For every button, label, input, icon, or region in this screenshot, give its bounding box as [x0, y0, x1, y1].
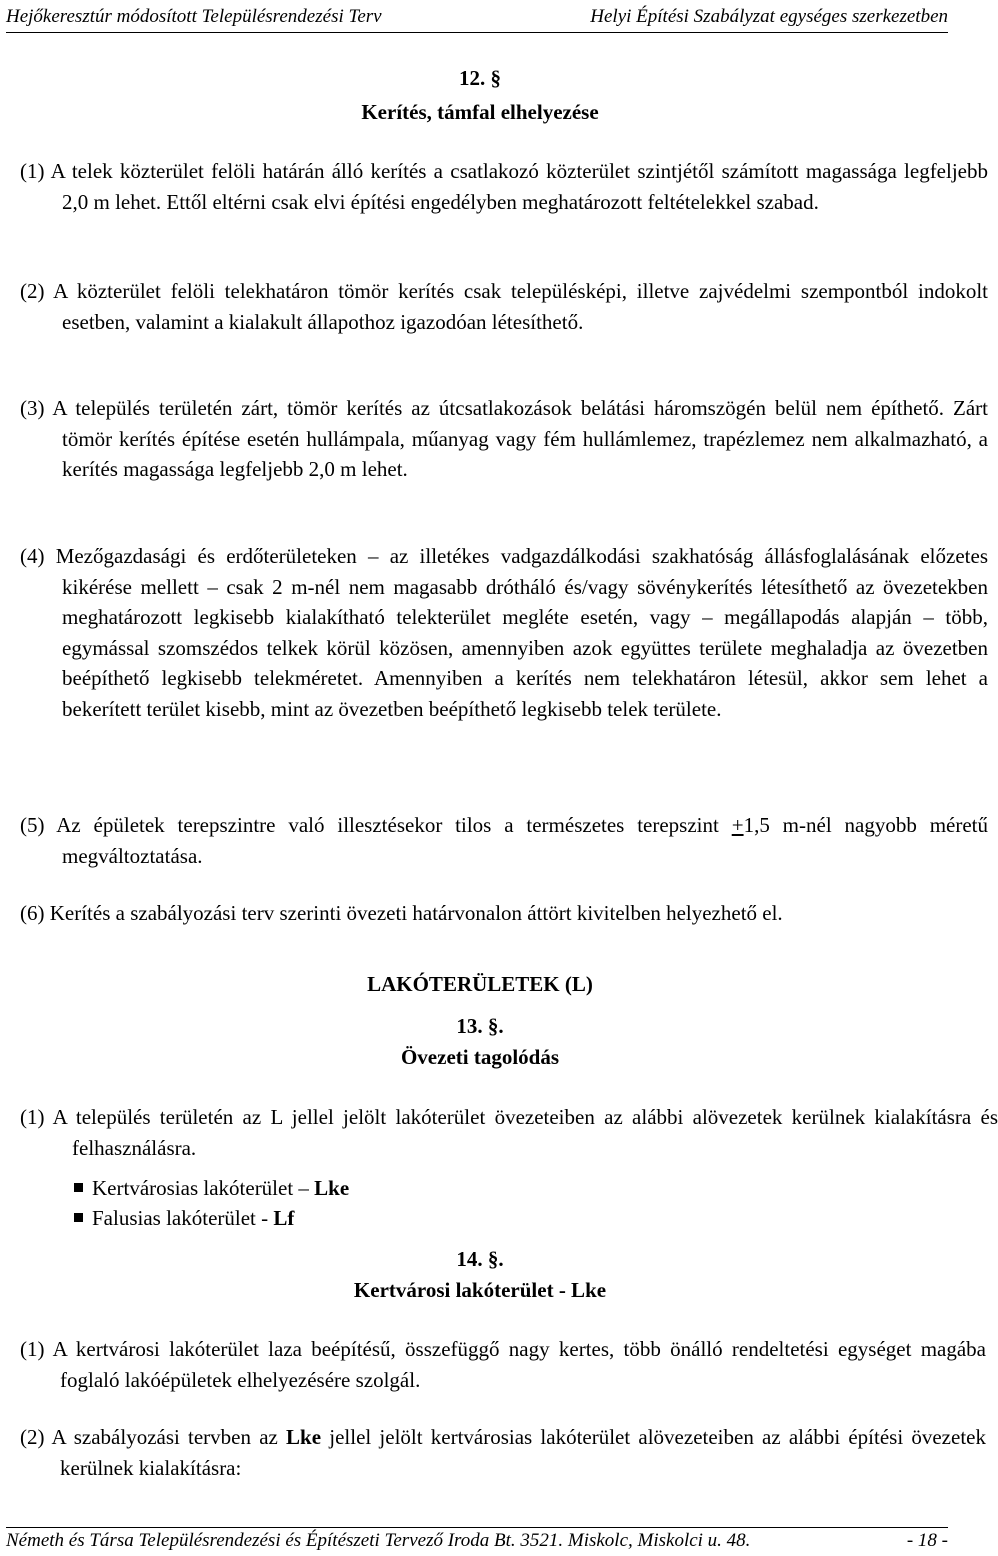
page-header: [6, 4, 948, 33]
section-12-paragraph-3: (3) A település területén zárt, tömör kerítés az útcsatlakozások belátási háromszögén belül nem építhető. Zárt tömör kerítés építése esetén hullámpala, műanyag vagy fém hullámlemez, trapézlemez nem alkalmazható, a kerítés magassága legfeljebb 2,0 m lehet.: [20, 396, 988, 481]
list-item-falusias: [74, 1203, 294, 1233]
section-12-title: Kerítés, támfal elhelyezése: [361, 100, 599, 124]
list-item-code: Lke: [314, 1176, 350, 1200]
header-document-subtitle: Helyi Építési Szabályzat egységes szerkezetben: [590, 6, 948, 27]
section-12-number: 12. §: [459, 66, 501, 90]
list-item-kertvarosias: [74, 1173, 349, 1203]
section-12-paragraph-4: (4) Mezőgazdasági és erdőterületeken – az illetékes vadgazdálkodási szakhatóság állásfoglalásának előzetes kikérése mellett – csak 2 m-nél nem magasabb drótháló és/vagy sövénykerítés létesíthető az övezetekben meghatározott legkisebb kialakítható telekterület megléte esetén, vagy – megállapodás alapján – több, egymással szomszédos telkek körül közösen, amennyiben azok együttes területe meghaladja az övezetben beépíthető legkisebb telekméretet. Amennyiben a kerítés nem telekhatáron létesül, akkor sem lehet a bekerített terület kisebb, mint az övezetben beépíthető legkisebb telek területe.: [20, 544, 988, 721]
section-14-title: Kertvárosi lakóterület - Lke: [353, 1278, 607, 1302]
list-item-text: Kertvárosias lakóterület –: [92, 1176, 315, 1200]
section-12-paragraph-6: (6) Kerítés a szabályozási terv szerinti övezeti határvonalon áttört kivitelben helyezhető el.: [20, 901, 783, 925]
section-14-paragraph-1: (1) A kertvárosi lakóterület laza beépítésű, összefüggő nagy kertes, több önálló rendeltetési egységet magába foglaló lakóépületek elhelyezésére szolgál.: [20, 1337, 986, 1392]
paragraph-2-code: Lke: [286, 1425, 322, 1449]
section-12-paragraph-2: (2) A közterület felöli telekhatáron tömör kerítés csak településképi, illetve zajvédelmi szempontból indokolt esetben, valamint a kialakult állapothoz igazodóan létesíthető.: [20, 279, 988, 334]
section-13-title: Övezeti tagolódás: [400, 1045, 560, 1069]
section-14-number: 14. §.: [456, 1247, 504, 1271]
paragraph-2-text-end: jellel jelölt kertvárosias lakóterület alövezeteiben az alábbi építési övezetek kerülnek kialakításra:: [60, 1425, 986, 1480]
section-12-paragraph-1: (1) A telek közterület felöli határán álló kerítés a csatlakozó közterület szintjétől számított magassága legfeljebb 2,0 m lehet. Ettől eltérni csak elvi építési engedélyben meghatározott feltételekkel szabad.: [20, 159, 988, 214]
section-12-paragraph-5: [20, 810, 988, 871]
section-14-paragraph-2: [20, 1422, 986, 1483]
list-item-text: Falusias lakóterület -: [92, 1206, 274, 1230]
header-document-title: Hejőkeresztúr módosított Településrendezési Terv: [6, 6, 382, 27]
page-footer: [6, 1527, 948, 1556]
plus-minus-sign: +: [731, 813, 744, 837]
footer-company: Németh és Társa Településrendezési és Építészeti Tervező Iroda Bt. 3521. Miskolc, Miskolci u. 48.: [6, 1530, 751, 1551]
chapter-heading: LAKÓTERÜLETEK (L): [367, 972, 593, 996]
list-item-code: Lf: [273, 1206, 295, 1230]
paragraph-2-text-start: (2) A szabályozási tervben az: [20, 1425, 287, 1449]
bullet-square-icon: [74, 1213, 83, 1222]
section-13-paragraph-1: (1) A település területén az L jellel jelölt lakóterület övezeteiben az alábbi alövezetek kerülnek kialakításra és felhasználásra.: [20, 1105, 998, 1160]
section-13-number: 13. §.: [456, 1014, 504, 1038]
bullet-square-icon: [74, 1183, 83, 1192]
paragraph-5-text-start: (5) Az épületek terepszintre való illesztésekor tilos a természetes terepszint: [20, 813, 732, 837]
paragraph-5-text-end: 1,5 m-nél nagyobb méretű megváltoztatása.: [62, 813, 989, 868]
page-number: - 18 -: [906, 1530, 948, 1551]
